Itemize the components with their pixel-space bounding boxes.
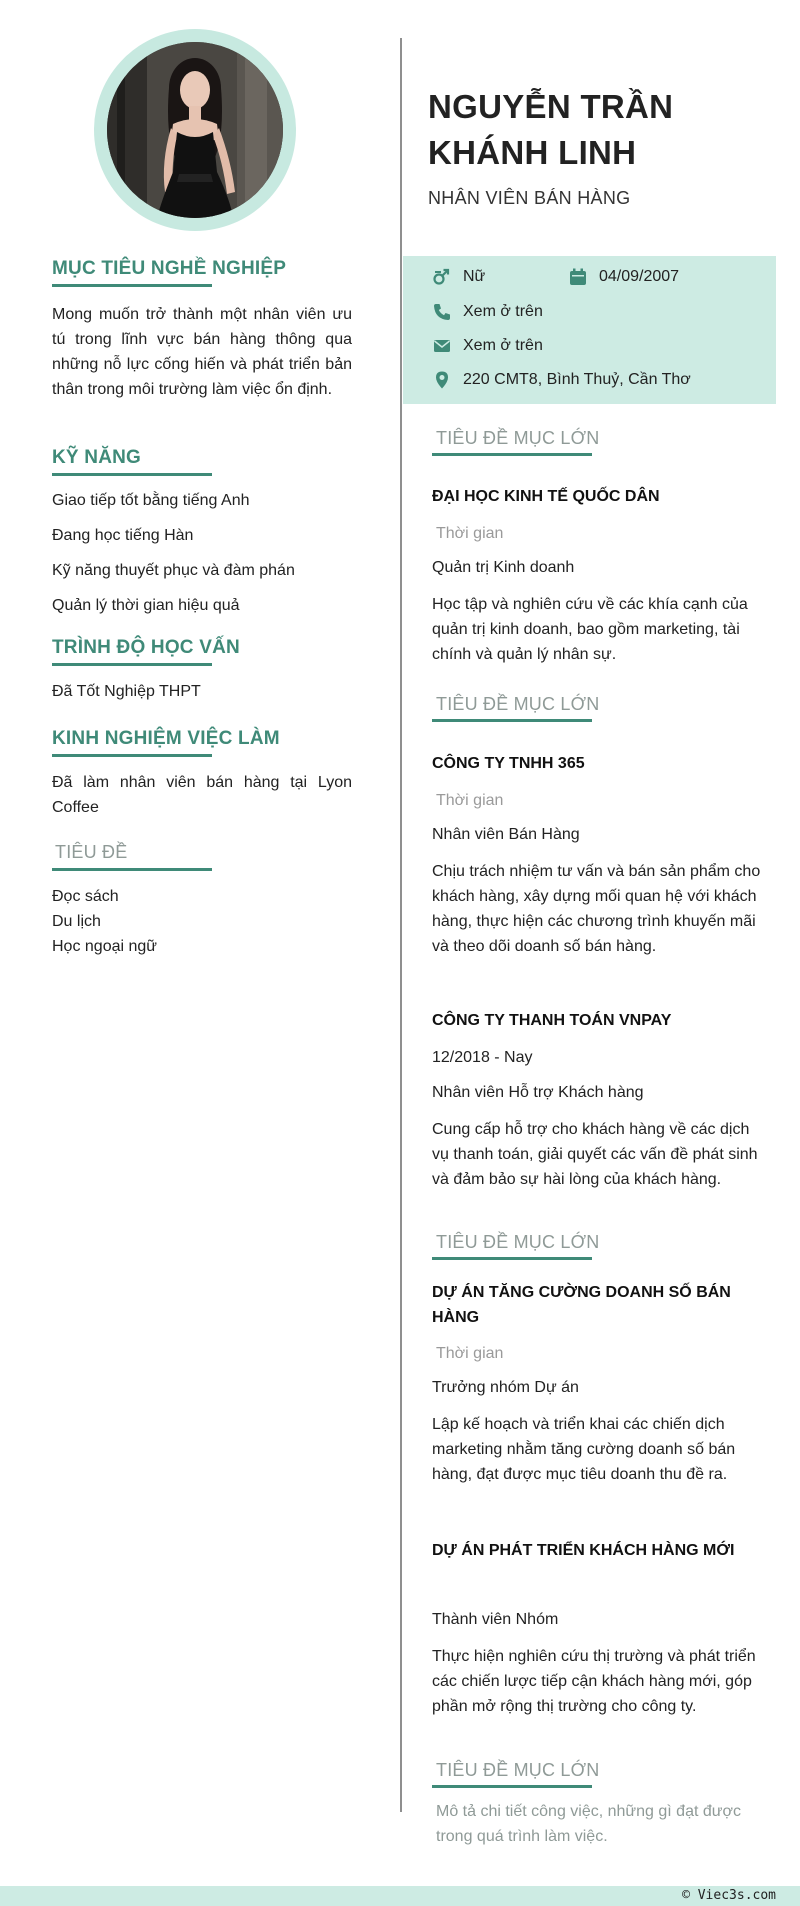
- contact-gender-value: Nữ: [463, 268, 486, 285]
- section-underline: [432, 1785, 592, 1788]
- job-date: 12/2018 - Nay: [432, 1049, 533, 1066]
- education-text: Đã Tốt Nghiệp THPT: [52, 683, 201, 700]
- objective-underline: [52, 284, 212, 287]
- hobbies-underline: [52, 868, 212, 871]
- contact-email: [432, 336, 543, 356]
- education-title: TRÌNH ĐỘ HỌC VẤN: [52, 637, 240, 658]
- project-name: DỰ ÁN PHÁT TRIỂN KHÁCH HÀNG MỚI: [432, 1542, 735, 1559]
- location-icon: [432, 370, 452, 390]
- section-underline: [432, 453, 592, 456]
- contact-phone-value: Xem ở trên: [463, 303, 543, 320]
- objective-title: MỤC TIÊU NGHỀ NGHIỆP: [52, 258, 287, 279]
- job-desc: Chịu trách nhiệm tư vấn và bán sản phẩm cho khách hàng, xây dựng mối quan hệ với khách hàng, thực hiện các chương trình khuyến mãi và theo dõi doanh số bán hàng.: [432, 863, 761, 955]
- section-title: TIÊU ĐỀ MỤC LỚN: [436, 1232, 600, 1252]
- section-underline: [432, 719, 592, 722]
- experience-title: KINH NGHIỆM VIỆC LÀM: [52, 728, 280, 749]
- education-school: ĐẠI HỌC KINH TẾ QUỐC DÂN: [432, 488, 660, 505]
- education-major: Quản trị Kinh doanh: [432, 559, 575, 576]
- project-desc: Thực hiện nghiên cứu thị trường và phát triển các chiến lược tiếp cận khách hàng mới, góp phần mở rộng thị trường cho công ty.: [432, 1648, 756, 1715]
- calendar-icon: [568, 267, 588, 287]
- skill-item: Đang học tiếng Hàn: [52, 527, 194, 544]
- contact-birthdate-value: 04/09/2007: [599, 268, 680, 285]
- job-time: Thời gian: [436, 792, 504, 809]
- hobbies-title: TIÊU ĐỀ: [55, 842, 128, 862]
- hobby-item: Du lịch: [52, 913, 101, 930]
- contact-phone: [432, 302, 543, 322]
- profile-photo-icon: [107, 42, 283, 218]
- skill-item: Giao tiếp tốt bằng tiếng Anh: [52, 492, 250, 509]
- contact-gender: [432, 267, 485, 287]
- education-desc: Học tập và nghiên cứu về các khía cạnh của quản trị kinh doanh, bao gồm marketing, tài chính và quản lý nhân sự.: [432, 596, 748, 663]
- project-time: Thời gian: [436, 1345, 504, 1362]
- section-underline: [432, 1257, 592, 1260]
- project-role: Trưởng nhóm Dự án: [432, 1379, 579, 1396]
- skill-item: Quản lý thời gian hiệu quả: [52, 597, 240, 614]
- footer-credit: © Viec3s.com: [682, 1888, 776, 1903]
- hobby-item: Đọc sách: [52, 888, 119, 905]
- job-role: Nhân viên Bán Hàng: [432, 826, 580, 843]
- job-company: CÔNG TY THANH TOÁN VNPAY: [432, 1012, 672, 1029]
- contact-address-value: 220 CMT8, Bình Thuỷ, Cần Thơ: [463, 371, 691, 388]
- phone-icon: [432, 302, 452, 322]
- extra-desc: Mô tả chi tiết công việc, những gì đạt được trong quá trình làm việc.: [436, 1803, 741, 1845]
- job-title: NHÂN VIÊN BÁN HÀNG: [428, 188, 631, 208]
- section-title: TIÊU ĐỀ MỤC LỚN: [436, 1760, 600, 1780]
- section-title: TIÊU ĐỀ MỤC LỚN: [436, 428, 600, 448]
- contact-email-value: Xem ở trên: [463, 337, 543, 354]
- job-company: CÔNG TY TNHH 365: [432, 755, 585, 772]
- education-underline: [52, 663, 212, 666]
- contact-address: [432, 370, 691, 390]
- skill-item: Kỹ năng thuyết phục và đàm phán: [52, 562, 295, 579]
- skills-underline: [52, 473, 212, 476]
- hobby-item: Học ngoại ngữ: [52, 938, 157, 955]
- project-name: DỰ ÁN TĂNG CƯỜNG DOANH SỐ BÁN HÀNG: [432, 1284, 731, 1326]
- avatar: [107, 42, 283, 218]
- column-divider: [400, 38, 402, 1812]
- experience-text: Đã làm nhân viên bán hàng tại Lyon Coffee: [52, 774, 352, 816]
- project-role: Thành viên Nhóm: [432, 1611, 559, 1628]
- email-icon: [432, 336, 452, 356]
- gender-icon: [432, 267, 452, 287]
- objective-text: Mong muốn trở thành một nhân viên ưu tú trong lĩnh vực bán hàng thông qua những nỗ lực cống hiến và phát triển bản thân trong môi trường làm việc ổn định.: [52, 306, 352, 398]
- job-desc: Cung cấp hỗ trợ cho khách hàng về các dịch vụ thanh toán, giải quyết các vấn đề phát sinh và đảm bảo sự hài lòng của khách hàng.: [432, 1121, 758, 1188]
- contact-birthdate: [568, 267, 679, 287]
- job-role: Nhân viên Hỗ trợ Khách hàng: [432, 1084, 644, 1101]
- project-desc: Lập kế hoạch và triển khai các chiến dịch marketing nhằm tăng cường doanh số bán hàng, đạt được mục tiêu doanh thu đề ra.: [432, 1416, 736, 1483]
- experience-underline: [52, 754, 212, 757]
- footer-bar: [0, 1886, 800, 1906]
- skills-title: KỸ NĂNG: [52, 447, 142, 468]
- education-time: Thời gian: [436, 525, 504, 542]
- candidate-name: NGUYỄN TRẦN KHÁNH LINH: [428, 88, 674, 171]
- section-title: TIÊU ĐỀ MỤC LỚN: [436, 694, 600, 714]
